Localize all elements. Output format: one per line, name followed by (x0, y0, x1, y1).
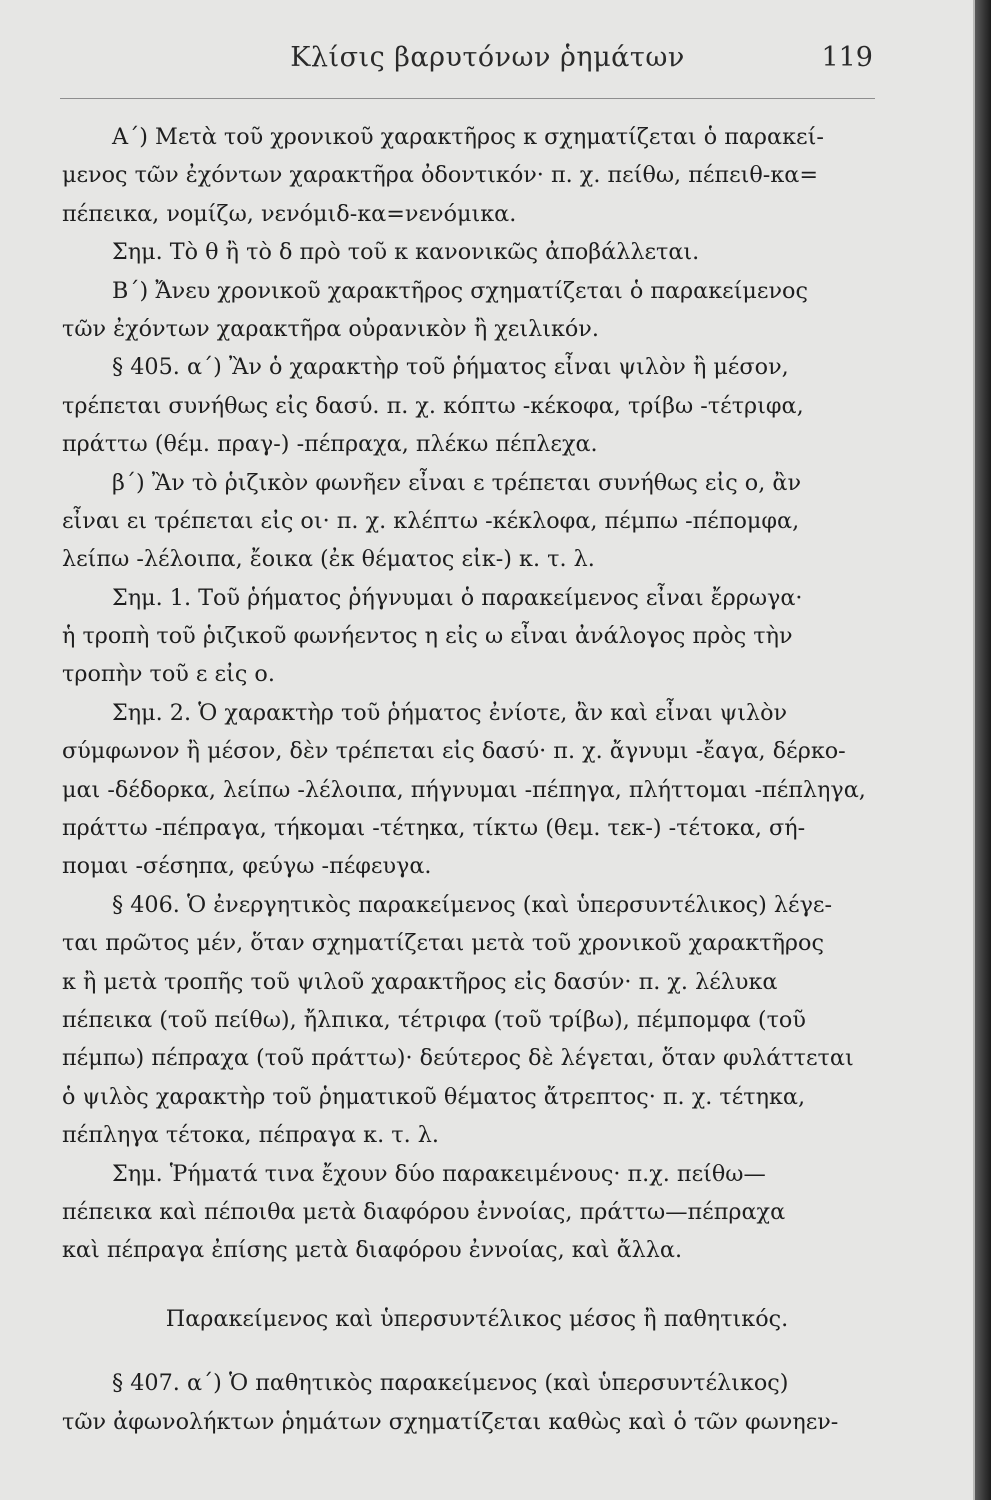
text-line: Σημ. 2. Ὁ χαρακτὴρ τοῦ ῥήματος ἐνίοτε, ἂν καὶ εἶναι ψιλὸν (112, 699, 788, 726)
text-line: τροπὴν τοῦ ε εἰς ο. (62, 661, 275, 688)
text-line: πέμπω) πέπραχα (τοῦ πράττω)· δεύτερος δὲ λέγεται, ὅταν φυλάττεται (62, 1045, 854, 1072)
text-line: Σημ. Τὸ θ ἢ τὸ δ πρὸ τοῦ κ κανονικῶς ἀποβάλλεται. (112, 239, 700, 266)
book-spine-shadow (975, 0, 991, 1500)
text-line: πέπεικα, νομίζω, νενόμιδ-κα=νενόμικα. (62, 200, 517, 227)
text-line: Σημ. Ῥήματά τινα ἔχουν δύο παρακειμένους· π.χ. πείθω— (112, 1160, 766, 1187)
text-line: πομαι -σέσηπα, φεύγω -πέφευγα. (62, 853, 432, 880)
text-line: ἡ τροπὴ τοῦ ῥιζικοῦ φωνήεντος η εἰς ω εἶναι ἀνάλογος πρὸς τὴν (62, 623, 793, 650)
text-line: τῶν ἐχόντων χαρακτῆρα οὐρανικὸν ἢ χειλικόν. (62, 315, 599, 342)
section-heading: Παρακείμενος καὶ ὑπερσυντέλικος μέσος ἢ παθητικός. (165, 1305, 789, 1332)
page-number: 119 (821, 42, 873, 73)
running-head-title: Κλίσις βαρυτόνων ῥημάτων (290, 42, 685, 73)
text-line: πέπεικα (τοῦ πείθω), ἤλπικα, τέτριφα (τοῦ τρίβω), πέμπομφα (τοῦ (62, 1006, 806, 1033)
text-line: ται πρῶτος μέν, ὅταν σχηματίζεται μετὰ τοῦ χρονικοῦ χαρακτῆρος (62, 930, 824, 957)
text-line: § 406. Ὁ ἐνεργητικὸς παρακείμενος (καὶ ὑπερσυντέλικος) λέγε- (112, 891, 832, 918)
page-body (62, 118, 892, 1441)
text-line: σύμφωνον ἢ μέσον, δὲν τρέπεται εἰς δασύ· π. χ. ἄγνυμι -ἔαγα, δέρκο- (62, 738, 846, 765)
text-line: πράττω -πέπραγα, τήκομαι -τέτηκα, τίκτω (θεμ. τεκ-) -τέτοκα, σή- (62, 815, 806, 842)
text-line: κ ἢ μετὰ τροπῆς τοῦ ψιλοῦ χαρακτῆρος εἰς δασύν· π. χ. λέλυκα (62, 968, 778, 995)
text-line: § 407. α΄) Ὁ παθητικὸς παρακείμενος (καὶ ὑπερσυντέλικος) (112, 1370, 789, 1397)
text-line: Α΄) Μετὰ τοῦ χρονικοῦ χαρακτῆρος κ σχηματίζεται ὁ παρακεί- (112, 124, 824, 150)
text-line: β΄) Ἂν τὸ ῥιζικὸν φωνῆεν εἶναι ε τρέπεται συνήθως εἰς ο, ἂν (112, 469, 802, 496)
text-line: § 405. α΄) Ἂν ὁ χαρακτὴρ τοῦ ῥήματος εἶναι ψιλὸν ἢ μέσον, (112, 354, 789, 381)
text-line: πέπεικα καὶ πέποιθα μετὰ διαφόρου ἐννοίας, πράττω—πέπραχα (62, 1198, 786, 1225)
text-line: καὶ πέπραγα ἐπίσης μετὰ διαφόρου ἐννοίας, καὶ ἄλλα. (62, 1237, 683, 1264)
header-rule (60, 98, 875, 99)
text-line: πέπληγα τέτοκα, πέπραγα κ. τ. λ. (62, 1122, 439, 1149)
text-line: πράττω (θέμ. πραγ-) -πέπραχα, πλέκω πέπλεχα. (62, 431, 598, 458)
text-line: Σημ. 1. Τοῦ ῥήματος ῥήγνυμαι ὁ παρακείμενος εἶναι ἔρρωγα· (112, 584, 803, 611)
text-line: εἶναι ει τρέπεται εἰς οι· π. χ. κλέπτω -κέκλοφα, πέμπω -πέπομφα, (62, 507, 800, 534)
text-line: τρέπεται συνήθως εἰς δασύ. π. χ. κόπτω -κέκοφα, τρίβω -τέτριφα, (62, 392, 804, 419)
text-line: Β΄) Ἄνευ χρονικοῦ χαρακτῆρος σχηματίζεται ὁ παρακείμενος (112, 277, 808, 304)
text-line: ὁ ψιλὸς χαρακτὴρ τοῦ ῥηματικοῦ θέματος ἄτρεπτος· π. χ. τέτηκα, (62, 1083, 806, 1110)
text-line: λείπω -λέλοιπα, ἔοικα (ἐκ θέματος εἰκ-) κ. τ. λ. (62, 546, 595, 573)
text-line: μενος τῶν ἐχόντων χαρακτῆρα ὀδοντικόν· π. χ. πείθω, πέπειθ-κα= (62, 162, 819, 189)
text-line: μαι -δέδορκα, λείπω -λέλοιπα, πήγνυμαι -πέπηγα, πλήττομαι -πέπληγα, (62, 776, 866, 803)
text-line: τῶν ἀφωνολήκτων ῥημάτων σχηματίζεται καθὼς καὶ ὁ τῶν φωνηεν- (62, 1408, 839, 1435)
